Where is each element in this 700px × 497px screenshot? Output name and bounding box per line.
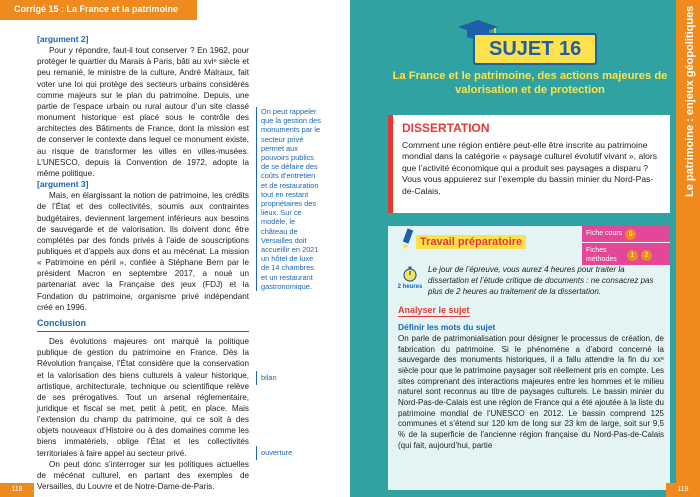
dissertation-label: DISSERTATION (402, 121, 490, 135)
fiche-cours-number: 6 (625, 229, 636, 240)
card-accent-bar (388, 115, 393, 213)
dissertation-card (388, 115, 670, 213)
fiche-methode-number-2: 2 (641, 250, 652, 261)
argument-3-text: Mais, en élargissant la notion de patrimoine, les crédits de l’État et des collectivités, soumis aux contraintes budgétaires, deviennent largement inférieurs aux besoins de sauvegarde et de valorisation. Ils doivent donc être complétés par des fonds privés à l’aide de souscriptions publiques et d’appels aux dons et au mécénat. La mission « Patrimoine en péril », confiée à Stéphane Bern par le président Macron en septembre 2017, a nouè un partenariat avec la Française des jeux (FDJ) et la Fondation du patrimoine, organisme privé indépendant créé en 1996. (37, 191, 249, 312)
fiches-methodes-label: Fiches méthodes (586, 247, 617, 263)
argument-2-label: [argument 2] (37, 34, 89, 44)
duration-label: 2 heures (397, 284, 423, 290)
pencil-icon (400, 228, 416, 250)
fiche-cours-label: Fiche cours (586, 230, 623, 237)
margin-bilan: bilan (256, 371, 277, 385)
travail-preparatoire-box (388, 226, 670, 490)
dissertation-question: Comment une région entière peut-elle être inscrite au patrimoine mondial dans la catégorie « paysage culturel évolutif vivant », alors que l’activité économique qui a produit ses paysages a disparu ? Vous vous appuierez sur l’exemple du bassin minier du Nord-Pas-de-Calais. (402, 140, 658, 196)
conclusion-paragraph-2: On peut donc s’interroger sur les politiques actuelles de mécénat culturel, en partant des exemples de Versailles, du Louvre et de Notre-Dame-de-Paris. (37, 459, 249, 492)
fiches-methodes[interactable] (582, 243, 670, 265)
prep-body: On parle de patrimonialisation pour désigner le processus de création, de fabrication du patrimoine. Si le phénomène a d’abord concerné la sauvegarde des monuments historiques, il a fallu attendre la fin du xxᵉ siècle pour que le patrimoine paysager soit réellement pris en compte. Les sites comprenant des interactions majeures entre les hommes et le milieu naturel sont reconnus au titre de paysages culturels. Le bassin minier du Nord-Pas-de-Calais est une région de France qui a été ajoutée à la liste du patrimoine mondial de l’UNESCO en 2012. Le bassin comprend 125 communes et s’étend sur 120 km de long sur 23 km de large, soit sur 9,5 % de la superficie de l’ancienne région française du Nord-Pas-de-Calais (qui fait, aujourd’hui, partie (398, 334, 664, 450)
conclusion-heading: Conclusion (37, 318, 249, 332)
analyse-heading: Analyser le sujet (398, 305, 470, 315)
margin-note: On peut rappeler que la gestion des monuments par le secteur privé permet aux pouvoirs publics de se défaire des coûts d’entretien et de restauration tout en restant propriétaires des lieux. Sur ce modèle, le château de Versailles doit accueillir en 2021 un hôtel de luxe de 14 chambres et un restaurant gastronomique. (256, 107, 322, 291)
argument-2-text: Pour y répondre, faut-il tout conserver ? En 1962, pour protéger le quartier du Marais à Paris, bâti au xviᵉ siècle et peu remanié, le ministre de la culture, André Malraux, fait voter une loi qui protège des secteurs urbains considérés comme majeurs sur le plan du patrimoine. Depuis, une partie de l’espace urbain ou rural autour d’un site classé monument historique est placé sous le contrôle des architectes des Bâtiments de France, dont la mission est de conserver le contexte dans lequel ce monument existe, au risque de transformer les villes en villes-musées. L’UNESCO, depuis la Convention de 1972, adopte la même politique. (37, 46, 249, 178)
sujet-number: SUJET 16 (473, 33, 597, 65)
prep-intro: Le jour de l’épreuve, vous aurez 4 heures pour traiter la dissertation et l’étude critique de documents : ne consacrez pas plus de 2 heures au traitement de la dissertation. (428, 265, 654, 296)
margin-ouverture: ouverture (256, 446, 292, 460)
badge-separator: : (58, 4, 67, 14)
corrige-body (37, 34, 249, 492)
conclusion-paragraph-1: Des évolutions majeures ont marqué la politique publique de gestion du patrimoine en France. Dès la Révolution française, l’État considère que la conservation et la valorisation des biens culturels à valeur historique, artistique, architecturale, technique ou scientifique relève de ses prérogatives. Tout un arsenal réglementaire, juridique et fiscal se met, petit à petit, en place. Mais l’extension du champ du patrimoine, qui ce soit à des objets nouveaux d’Histoire ou à des domaines comme les biens immatériels, oblige l’État et les collectivités territoriales à faire appel au secteur privé. (37, 337, 249, 458)
argument-3-label: [argument 3] (37, 179, 89, 190)
corrige-label: Corrigé 15 (14, 4, 59, 14)
badge-title: La France et la patrimoine (66, 4, 179, 14)
fiche-methode-number-1: 1 (627, 250, 638, 261)
sujet-title: La France et le patrimoine, des actions majeures de valorisation et de protection (392, 70, 668, 96)
duration (396, 266, 424, 290)
right-page (350, 0, 700, 497)
fiche-cours[interactable] (582, 226, 670, 242)
chapter-badge (0, 0, 197, 20)
prep-label: Travail préparatoire (416, 235, 526, 249)
methods-panel (582, 226, 670, 266)
mots-heading: Définir les mots du sujet (398, 322, 496, 332)
prep-header (388, 230, 670, 263)
stopwatch-icon (402, 266, 418, 282)
side-label: Le patrimoine : enjeux géopolitiques (684, 6, 696, 198)
sujet-heading (473, 33, 597, 65)
page-number-right: 119 (666, 483, 700, 497)
page-number-left: 118 (0, 483, 34, 497)
